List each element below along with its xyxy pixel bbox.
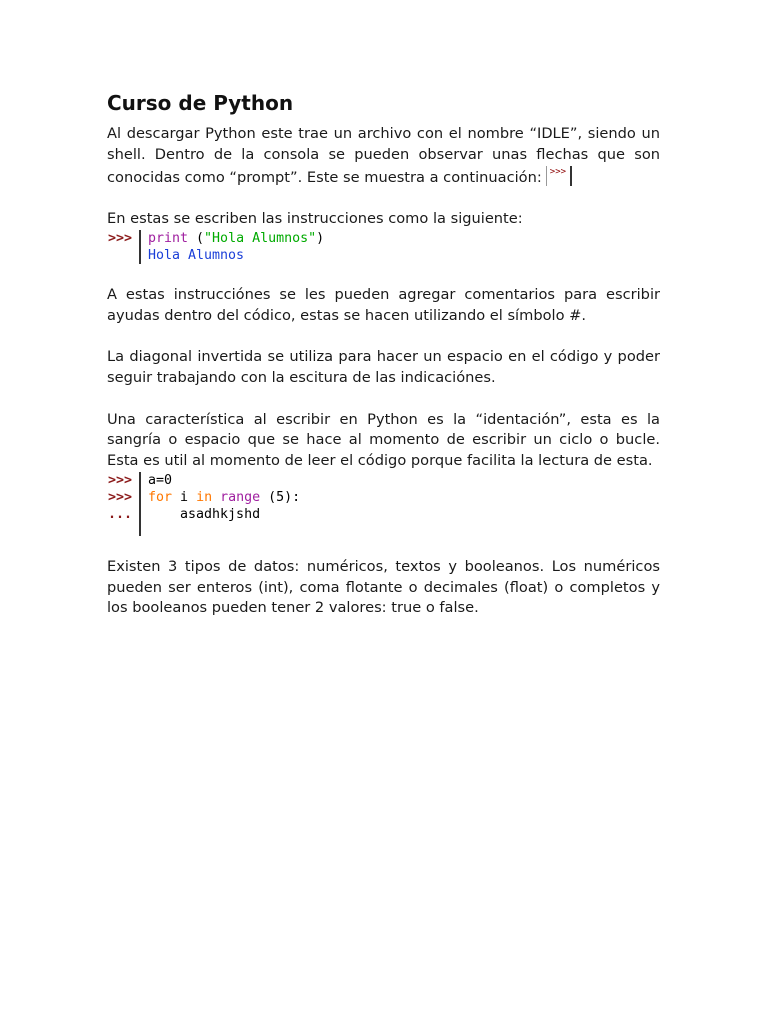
- code-keyword-print: print: [148, 230, 189, 246]
- code-line: [148, 489, 300, 506]
- code-keyword-in: in: [196, 489, 213, 505]
- code-paren-open: (: [188, 230, 205, 246]
- prompt-gutter: [107, 472, 141, 536]
- paragraph-idle: [107, 124, 660, 188]
- spacer: [107, 389, 660, 410]
- paragraph-indentation: Una característica al escribir en Python es la “identación”, esta es la sangría o espacio que se hace al momento de escribir un ciclo o bucle. Esta es util al momento de leer el código porque facilita la lectura de esta.: [107, 410, 660, 470]
- code-string: "Hola Alumnos": [204, 230, 317, 246]
- prompt-marker: >>>: [108, 489, 133, 505]
- paragraph-idle-text: Al descargar Python este trae un archivo con el nombre “IDLE”, siendo un shell. Dentro de la consola se pueden observar unas flechas que son conocidas como “prompt”. Este se muestra a continuación:: [107, 125, 660, 186]
- spacer: [107, 536, 660, 557]
- paragraph-comments: A estas instrucciónes se les pueden agregar comentarios para escribir ayudas dentro del códico, estas se hacen utilizando el símbolo #.: [107, 285, 660, 324]
- document-page: [107, 90, 660, 619]
- page-title: Curso de Python: [107, 91, 294, 115]
- prompt-marker-empty: [108, 523, 138, 536]
- code-line: [148, 472, 300, 489]
- code-assignment: a=0: [148, 472, 173, 488]
- code-lines: [141, 230, 324, 264]
- code-line: [148, 506, 300, 523]
- code-keyword-for: for: [148, 489, 173, 505]
- spacer: [107, 188, 660, 209]
- paragraph-data-types: Existen 3 tipos de datos: numéricos, textos y booleanos. Los numéricos pueden ser enteros (int), coma flotante o decimales (float) o completos y los booleanos pueden tener 2 valores: true o false.: [107, 557, 660, 617]
- prompt-marker: >>>: [108, 472, 133, 488]
- prompt-marker: >>>: [108, 230, 133, 246]
- continuation-marker: ...: [108, 506, 133, 522]
- paragraph-backslash: La diagonal invertida se utiliza para hacer un espacio en el código y poder seguir trabajando con la escitura de las indicaciónes.: [107, 348, 660, 386]
- code-output: Hola Alumnos: [148, 247, 245, 263]
- code-builtin-range: range: [212, 489, 261, 505]
- code-indented-body: asadhkjshd: [148, 506, 261, 522]
- prompt-marker-empty: [108, 247, 138, 264]
- code-range-args: (5):: [260, 489, 301, 505]
- code-block-loop: [107, 472, 660, 536]
- spacer: [107, 326, 660, 347]
- code-output-line: [148, 247, 324, 264]
- paragraph-instructions: En estas se escriben las instrucciones como la siguiente:: [107, 210, 523, 228]
- code-block-print: [107, 230, 660, 264]
- prompt-symbol-image: [546, 166, 572, 186]
- code-lines: [141, 472, 300, 536]
- spacer: [107, 264, 660, 285]
- prompt-symbol-text: >>>: [549, 166, 567, 177]
- code-variable: i: [172, 489, 197, 505]
- code-paren-close: ): [316, 230, 325, 246]
- prompt-gutter: [107, 230, 141, 264]
- code-line: [148, 230, 324, 247]
